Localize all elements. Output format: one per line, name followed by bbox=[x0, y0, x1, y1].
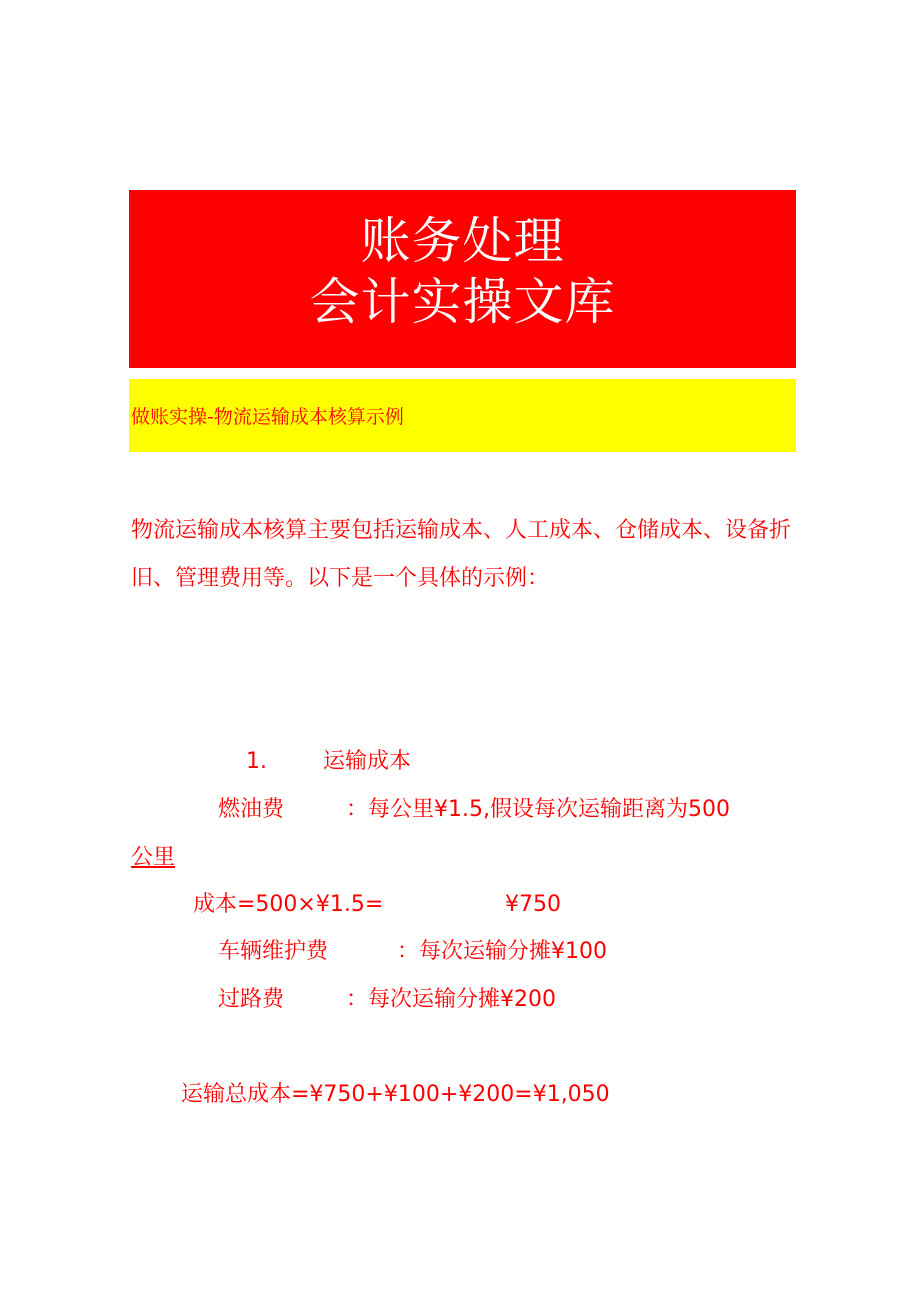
title-line-1: 账务处理 bbox=[360, 212, 565, 270]
fuel-description: ：每公里¥1.5,假设每次运输距离为500 bbox=[346, 797, 730, 822]
subtitle-banner bbox=[129, 379, 796, 452]
cost-result: ¥750 bbox=[505, 892, 561, 917]
section-number: 1. bbox=[246, 749, 267, 774]
toll-description: ：每次运输分摊¥200 bbox=[346, 987, 556, 1012]
subtitle: 做账实操-物流运输成本核算示例 bbox=[131, 406, 404, 428]
fuel-description-continued: 公里 bbox=[131, 845, 176, 870]
transport-total: 运输总成本=¥750+¥100+¥200=¥1,050 bbox=[181, 1082, 610, 1107]
title-line-2: 会计实操文库 bbox=[309, 273, 616, 331]
section-heading: 运输成本 bbox=[323, 749, 412, 774]
toll-label: 过路费 bbox=[218, 987, 285, 1012]
cost-formula: 成本=500×¥1.5= bbox=[193, 892, 384, 917]
fuel-label: 燃油费 bbox=[218, 797, 285, 822]
maintenance-description: ：每次运输分摊¥100 bbox=[397, 939, 607, 964]
maintenance-label: 车辆维护费 bbox=[218, 939, 329, 964]
intro-paragraph: 物流运输成本核算主要包括运输成本、人工成本、仓储成本、设备折旧、管理费用等。以下是一个具体的示例： bbox=[131, 518, 792, 591]
title-banner bbox=[129, 190, 796, 368]
